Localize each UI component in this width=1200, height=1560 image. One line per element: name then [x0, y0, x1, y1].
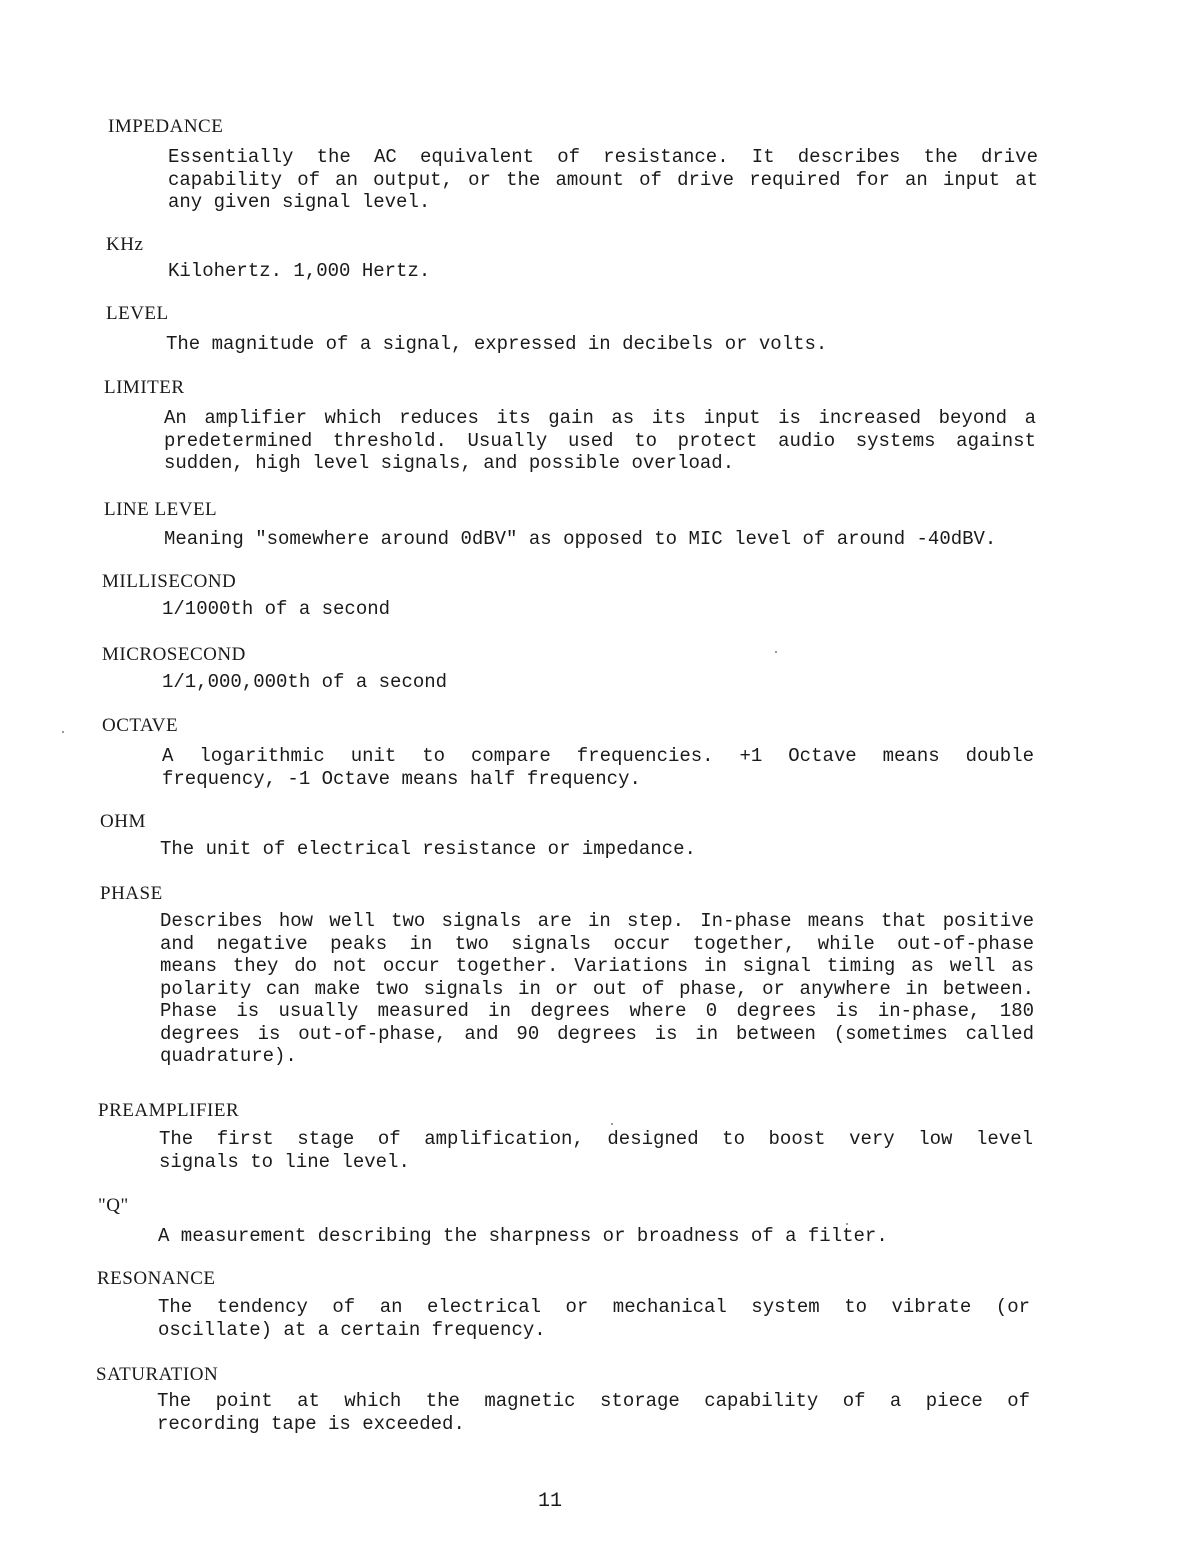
- definition-line: The tendency of an electrical or mechanical system to vibrate (or: [158, 1296, 1030, 1318]
- glossary-definition: [168, 260, 1038, 283]
- definition-line: signals to line level.: [159, 1150, 410, 1173]
- glossary-definition: [159, 1128, 1033, 1173]
- glossary-term: IMPEDANCE: [108, 116, 224, 137]
- scan-speck: [846, 1223, 848, 1225]
- definition-line: any given signal level.: [168, 191, 431, 213]
- definition-line: and negative peaks in two signals occur together, while out-of-phase: [160, 932, 1034, 955]
- glossary-term: LINE LEVEL: [104, 499, 218, 520]
- definition-line: sudden, high level signals, and possible overload.: [164, 452, 735, 474]
- glossary-term: LEVEL: [106, 303, 169, 324]
- definition-line: degrees is out-of-phase, and 90 degrees is in between (sometimes called: [160, 1022, 1034, 1045]
- definition-line: An amplifier which reduces its gain as its input is increased beyond a: [164, 407, 1036, 429]
- glossary-term: OHM: [100, 811, 146, 832]
- definition-line: The magnitude of a signal, expressed in decibels or volts.: [166, 333, 828, 355]
- glossary-definition: [157, 1390, 1030, 1435]
- definition-line: The point at which the magnetic storage capability of a piece of: [157, 1390, 1030, 1412]
- definition-line: frequency, -1 Octave means half frequency.: [162, 767, 641, 790]
- scan-speck: [62, 731, 64, 733]
- glossary-definition: [158, 1296, 1030, 1341]
- definition-line: The unit of electrical resistance or impedance.: [160, 838, 696, 860]
- definition-line: Describes how well two signals are in step. In-phase means that positive: [160, 910, 1034, 932]
- definition-line: quadrature).: [160, 1045, 297, 1067]
- definition-line: capability of an output, or the amount of drive required for an input at: [168, 168, 1038, 191]
- glossary-term: KHz: [106, 234, 144, 255]
- glossary-term: SATURATION: [96, 1364, 219, 1385]
- glossary-term: MICROSECOND: [102, 644, 246, 665]
- glossary-definition: [164, 407, 1036, 475]
- glossary-term: RESONANCE: [97, 1268, 216, 1289]
- definition-line: 1/1,000,000th of a second: [162, 671, 448, 693]
- definition-line: A measurement describing the sharpness or broadness of a filter.: [158, 1225, 888, 1247]
- definition-line: polarity can make two signals in or out of phase, or anywhere in between.: [160, 977, 1034, 1000]
- definition-line: Phase is usually measured in degrees where 0 degrees is in-phase, 180: [160, 1000, 1034, 1022]
- glossary-term: PREAMPLIFIER: [98, 1100, 240, 1121]
- glossary-term: MILLISECOND: [102, 571, 237, 592]
- scan-speck: [775, 651, 777, 653]
- glossary-definition: [168, 146, 1038, 214]
- glossary-definition: [164, 528, 1036, 551]
- glossary-definition: [160, 838, 1034, 861]
- glossary-definition: [158, 1225, 1032, 1248]
- definition-line: oscillate) at a certain frequency.: [158, 1318, 546, 1341]
- definition-line: 1/1000th of a second: [162, 598, 391, 620]
- definition-line: Essentially the AC equivalent of resistance. It describes the drive: [168, 146, 1038, 168]
- glossary-term: PHASE: [100, 883, 163, 904]
- definition-line: The first stage of amplification, designed to boost very low level: [159, 1128, 1033, 1150]
- glossary-definition: [166, 333, 1036, 356]
- definition-line: predetermined threshold. Usually used to protect audio systems against: [164, 429, 1036, 452]
- glossary-term: OCTAVE: [102, 715, 179, 736]
- definition-line: means they do not occur together. Variations in signal timing as well as: [160, 955, 1034, 977]
- glossary-definition: [162, 745, 1034, 790]
- definition-line: recording tape is exceeded.: [157, 1412, 465, 1435]
- definition-line: Meaning "somewhere around 0dBV" as opposed to MIC level of around -40dBV.: [164, 528, 997, 550]
- glossary-term: LIMITER: [104, 377, 185, 398]
- definition-line: Kilohertz. 1,000 Hertz.: [168, 260, 431, 282]
- definition-line: A logarithmic unit to compare frequencies. +1 Octave means double: [162, 745, 1034, 767]
- glossary-term: "Q": [98, 1195, 129, 1216]
- glossary-definition: [160, 910, 1034, 1068]
- page-number: 11: [537, 1490, 562, 1513]
- glossary-definition: [162, 598, 1034, 621]
- glossary-definition: [162, 671, 1034, 694]
- scan-speck: [611, 1123, 613, 1125]
